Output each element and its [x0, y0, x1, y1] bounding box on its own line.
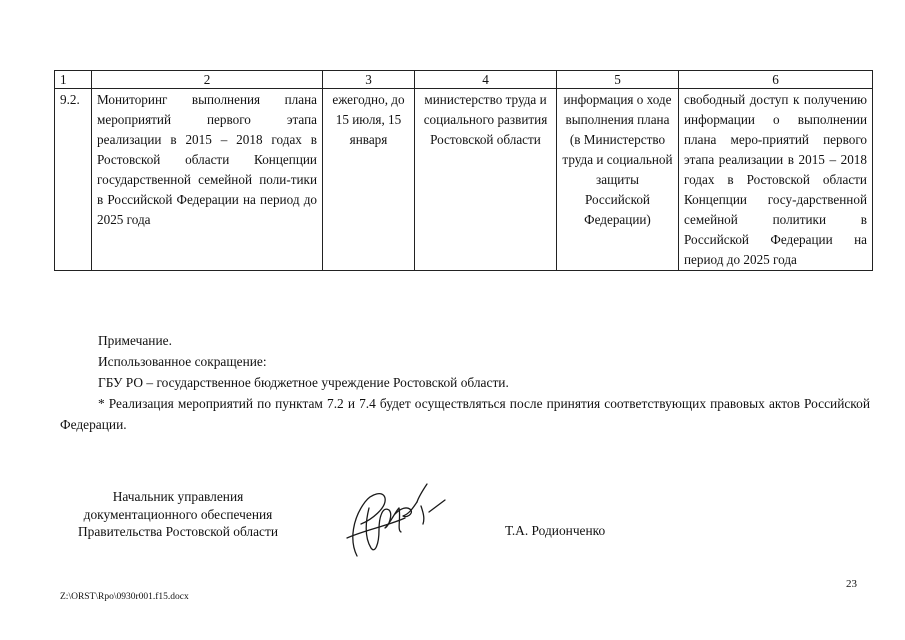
table-row — [55, 89, 873, 271]
position-line: документационного обеспечения — [83, 506, 273, 522]
header-cell: 5 — [557, 71, 679, 89]
footnote-text: * Реализация мероприятий по пунктам 7.2 и 7.4 будет осуществляться после принятия соответствующих правовых актов Российской Федерации. — [60, 396, 870, 432]
page-number: 23 — [846, 578, 857, 590]
row-number: 9.2. — [55, 89, 92, 271]
table-header-row — [55, 71, 873, 89]
measure-cell: Мониторинг выполнения плана мероприятий первого этапа реализации в 2015 – 2018 годах в Ростовской области Концепции государственной семейной поли-тики в Российской Федерации на период до 2025 года — [92, 89, 323, 271]
report-cell: информация о ходе выполнения плана (в Министерство труда и социальной защиты Российской Федерации) — [557, 89, 679, 271]
responsible-cell: министерство труда и социального развития Ростовской области — [415, 89, 557, 271]
signer-position — [58, 488, 298, 541]
header-cell: 2 — [92, 71, 323, 89]
measures-table — [54, 70, 873, 271]
file-path: Z:\ORST\Rpo\0930r001.f15.docx — [60, 592, 189, 602]
header-cell: 6 — [679, 71, 873, 89]
deadline-cell: ежегодно, до 15 июля, 15 января — [323, 89, 415, 271]
header-cell: 3 — [323, 71, 415, 89]
result-cell: свободный доступ к получению информации о выполнении плана меро-приятий первого этапа реализации в 2015 – 2018 годах в Ростовской области Концепции госу-дарственной семейной политики в Российской Федерации на период до 2025 года — [679, 89, 873, 271]
header-cell: 1 — [55, 71, 92, 89]
abbreviation-title: Использованное сокращение: — [98, 354, 267, 369]
abbreviation-text: ГБУ РО – государственное бюджетное учреждение Ростовской области. — [98, 375, 509, 390]
notes-block — [60, 330, 870, 435]
position-line: Начальник управления — [112, 489, 244, 504]
signer-name: Т.А. Родионченко — [505, 523, 606, 538]
header-cell: 4 — [415, 71, 557, 89]
position-line: Правительства Ростовской области — [77, 524, 279, 539]
handwritten-signature — [335, 478, 450, 563]
note-title: Примечание. — [98, 333, 172, 348]
